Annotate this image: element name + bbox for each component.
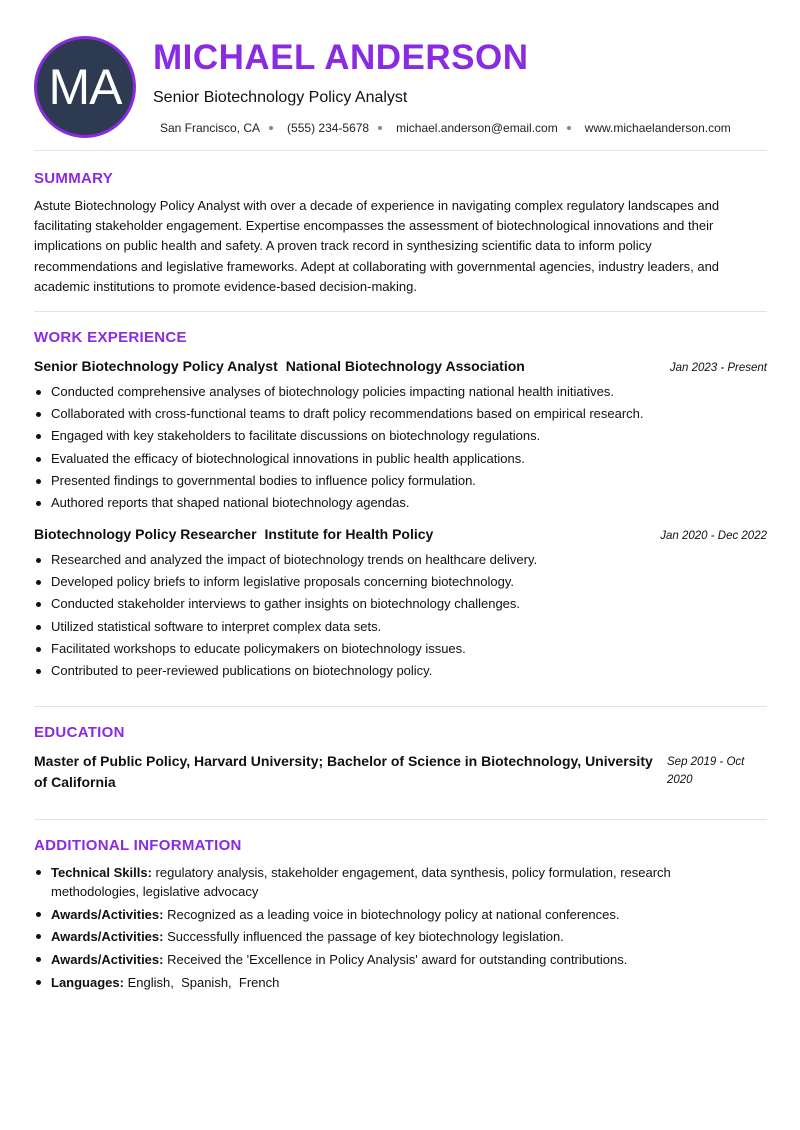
list-item: Engaged with key stakeholders to facilitate discussions on biotechnology regulations. xyxy=(51,425,761,447)
job-role: Senior Biotechnology Policy Analyst National Biotechnology Association xyxy=(34,358,525,374)
section-title-experience: WORK EXPERIENCE xyxy=(34,329,187,346)
education-degree: Master of Public Policy, Harvard University; Bachelor of Science in Biotechnology, University of California xyxy=(34,753,653,790)
job-company: National Biotechnology Association xyxy=(285,358,525,374)
divider xyxy=(34,311,767,312)
divider xyxy=(34,150,767,151)
job-bullets xyxy=(51,549,761,682)
list-item: Presented findings to governmental bodies to influence policy formulation. xyxy=(51,470,761,492)
list-item: Languages: English, Spanish, French xyxy=(51,973,731,992)
section-title-additional: ADDITIONAL INFORMATION xyxy=(34,837,242,854)
list-item: Utilized statistical software to interpret complex data sets. xyxy=(51,616,761,638)
job-dates: Jan 2023 - Present xyxy=(669,362,767,374)
section-title-summary: SUMMARY xyxy=(34,170,114,187)
divider xyxy=(34,819,767,820)
avatar: MA xyxy=(34,36,136,138)
list-item: Developed policy briefs to inform legislative proposals concerning biotechnology. xyxy=(51,571,761,593)
list-item: Conducted stakeholder interviews to gather insights on biotechnology challenges. xyxy=(51,593,761,615)
contact-bar xyxy=(160,121,731,135)
list-item: Awards/Activities: Received the 'Excellence in Policy Analysis' award for outstanding contributions. xyxy=(51,950,731,969)
list-item: Conducted comprehensive analyses of biotechnology policies impacting national health initiatives. xyxy=(51,381,761,403)
candidate-name: MICHAEL ANDERSON xyxy=(153,38,529,77)
contact-phone: (555) 234-5678 xyxy=(287,121,370,135)
list-item: Authored reports that shaped national biotechnology agendas. xyxy=(51,492,761,514)
job-header xyxy=(34,526,767,542)
list-item: Technical Skills: regulatory analysis, stakeholder engagement, data synthesis, policy formulation, research methodologies, legislative advocacy xyxy=(51,863,731,901)
list-item: Collaborated with cross-functional teams to draft policy recommendations based on empirical research. xyxy=(51,403,761,425)
contact-location: San Francisco, CA xyxy=(160,121,261,135)
separator-dot-icon xyxy=(378,126,382,130)
job-dates: Jan 2020 - Dec 2022 xyxy=(660,530,767,542)
education-dates: Sep 2019 - Oct 2020 xyxy=(667,756,745,786)
summary-text: Astute Biotechnology Policy Analyst with over a decade of experience in navigating complex regulatory landscapes and facilitating stakeholder engagement. Expertise encompasses the assessment of biotechnological innovations and their implications on public health and safety. A proven track record in synthesizing scientific data to inform policy recommendations and legislative frameworks. Adept at collaborating with governmental agencies, industry leaders, and academic institutions to promote evidence-based decision-making. xyxy=(34,198,720,294)
separator-dot-icon xyxy=(567,126,571,130)
contact-website[interactable]: www.michaelanderson.com xyxy=(584,121,731,135)
contact-email[interactable]: michael.anderson@email.com xyxy=(396,121,558,135)
list-item: Awards/Activities: Recognized as a leading voice in biotechnology policy at national conferences. xyxy=(51,905,731,924)
separator-dot-icon xyxy=(269,126,273,130)
list-item: Awards/Activities: Successfully influenced the passage of key biotechnology legislation. xyxy=(51,927,731,946)
job-header xyxy=(34,358,767,374)
section-title-education: EDUCATION xyxy=(34,724,125,741)
list-item: Contributed to peer-reviewed publications on biotechnology policy. xyxy=(51,660,761,682)
list-item: Facilitated workshops to educate policymakers on biotechnology issues. xyxy=(51,638,761,660)
additional-list xyxy=(51,863,731,995)
job-title: Senior Biotechnology Policy Analyst xyxy=(153,89,408,106)
list-item: Researched and analyzed the impact of biotechnology trends on healthcare delivery. xyxy=(51,549,761,571)
divider xyxy=(34,706,767,707)
list-item: Evaluated the efficacy of biotechnological innovations in public health applications. xyxy=(51,448,761,470)
job-company: Institute for Health Policy xyxy=(264,526,434,542)
job-bullets xyxy=(51,381,761,514)
job-role: Biotechnology Policy Researcher Institute for Health Policy xyxy=(34,526,434,542)
